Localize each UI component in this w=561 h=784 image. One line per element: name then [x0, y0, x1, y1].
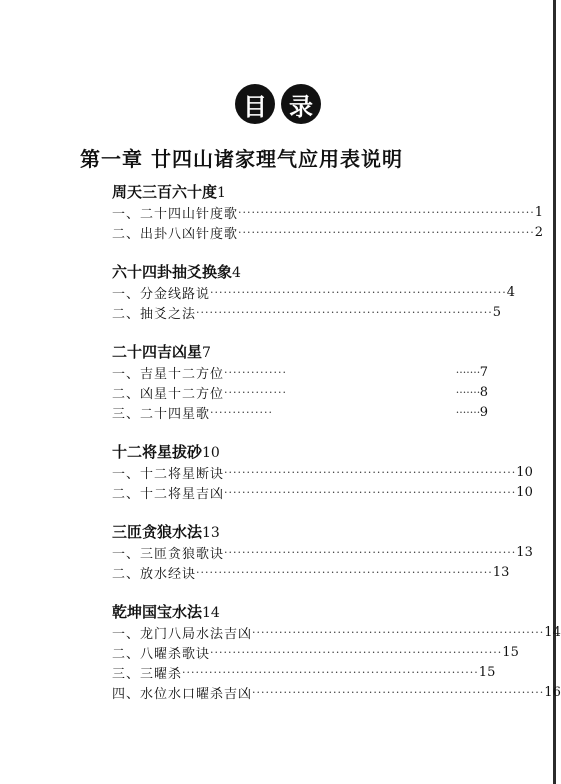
- entry-label: 一、吉星十二方位: [112, 366, 225, 382]
- entry-page: 10: [516, 464, 533, 480]
- entry-label: 二、放水经诀: [112, 566, 197, 582]
- leader-dots: ·······: [455, 385, 481, 399]
- toc-entry[interactable]: [112, 222, 544, 242]
- leader-dots: ··············: [224, 365, 287, 379]
- section-page: 14: [202, 605, 220, 621]
- toc-entry[interactable]: [112, 302, 502, 322]
- leader-dots: ·································································: [224, 465, 517, 479]
- leader-dots: ··································································: [238, 225, 535, 239]
- entry-page: 13: [492, 564, 510, 580]
- section-heading[interactable]: [112, 441, 220, 462]
- entry-label: 二、十二将星吉凶: [112, 486, 225, 502]
- section-heading[interactable]: [112, 261, 241, 282]
- toc-entry[interactable]: [112, 402, 488, 422]
- toc-entry[interactable]: [112, 542, 533, 562]
- page-title: [0, 84, 556, 124]
- toc-entry[interactable]: [112, 562, 510, 582]
- toc-entry[interactable]: [112, 622, 561, 642]
- entry-page: 8: [479, 384, 488, 400]
- leader-dots: ··············: [224, 385, 287, 399]
- entry-label: 一、龙门八局水法吉凶: [112, 626, 253, 642]
- entry-page: 10: [516, 484, 533, 500]
- entry-page: 13: [516, 544, 533, 560]
- leader-dots: ·······: [455, 365, 481, 379]
- entry-page: 2: [534, 224, 544, 240]
- chapter-heading: 第一章 廿四山诸家理气应用表说明: [80, 147, 403, 171]
- leader-dots: ·································································: [224, 485, 517, 499]
- leader-dots: ·································································: [252, 685, 545, 699]
- leader-dots: ·································································: [252, 625, 545, 639]
- toc-entry[interactable]: [112, 662, 496, 682]
- entry-page: 4: [506, 284, 516, 300]
- leader-dots: ··································································: [210, 285, 507, 299]
- entry-label: 一、分金线路说: [112, 286, 211, 302]
- section-heading[interactable]: [112, 601, 220, 622]
- toc-entry[interactable]: [112, 642, 519, 662]
- title-char-2: 录: [281, 84, 321, 124]
- entry-page: 5: [492, 304, 502, 320]
- entry-page: 9: [479, 404, 488, 420]
- toc-entry[interactable]: [112, 362, 488, 382]
- entry-label: 四、水位水口曜杀吉凶: [112, 686, 253, 702]
- section-title: 周天三百六十度: [112, 183, 218, 201]
- entry-label: 二、抽爻之法: [112, 306, 197, 322]
- leader-dots: ·································································: [210, 645, 503, 659]
- entry-label: 三、三曜杀: [112, 666, 183, 682]
- leader-dots: ··································································: [196, 565, 493, 579]
- toc-entry[interactable]: [112, 382, 488, 402]
- section-page: 1: [217, 185, 226, 201]
- toc-entry[interactable]: [112, 482, 533, 502]
- toc-entry[interactable]: [112, 682, 561, 702]
- entry-page: 15: [502, 644, 519, 660]
- section-title: 二十四吉凶星: [112, 343, 203, 361]
- entry-label: 一、二十四山针度歌: [112, 206, 239, 222]
- entry-page: 7: [479, 364, 488, 380]
- toc-entry[interactable]: [112, 462, 533, 482]
- section-page: 4: [232, 265, 241, 281]
- section-page: 13: [202, 525, 220, 541]
- entry-page: 1: [534, 204, 544, 220]
- section-heading[interactable]: [112, 341, 211, 362]
- title-char-1: 目: [235, 84, 275, 124]
- entry-label: 一、十二将星断诀: [112, 466, 225, 482]
- section-heading[interactable]: [112, 521, 220, 542]
- leader-dots: ·······: [455, 405, 481, 419]
- section-title: 十二将星拔砂: [112, 443, 203, 461]
- entry-label: 二、八曜杀歌诀: [112, 646, 211, 662]
- leader-dots: ··············: [210, 405, 273, 419]
- section-title: 六十四卦抽爻换象: [112, 263, 233, 281]
- section-title: 乾坤国宝水法: [112, 603, 203, 621]
- section-heading[interactable]: [112, 181, 226, 202]
- section-page: 10: [202, 445, 220, 461]
- toc-entry[interactable]: [112, 282, 516, 302]
- entry-page: 15: [478, 664, 496, 680]
- entry-page: 14: [544, 624, 561, 640]
- leader-dots: ··································································: [196, 305, 493, 319]
- section-page: 7: [202, 345, 211, 361]
- entry-label: 二、出卦八凶针度歌: [112, 226, 239, 242]
- leader-dots: ·································································: [224, 545, 517, 559]
- entry-page: 16: [544, 684, 561, 700]
- entry-label: 三、二十四星歌: [112, 406, 211, 422]
- entry-label: 一、三匝贪狼歌诀: [112, 546, 225, 562]
- leader-dots: ··································································: [182, 665, 479, 679]
- section-title: 三匝贪狼水法: [112, 523, 203, 541]
- toc-entry[interactable]: [112, 202, 544, 222]
- leader-dots: ··································································: [238, 205, 535, 219]
- entry-label: 二、凶星十二方位: [112, 386, 225, 402]
